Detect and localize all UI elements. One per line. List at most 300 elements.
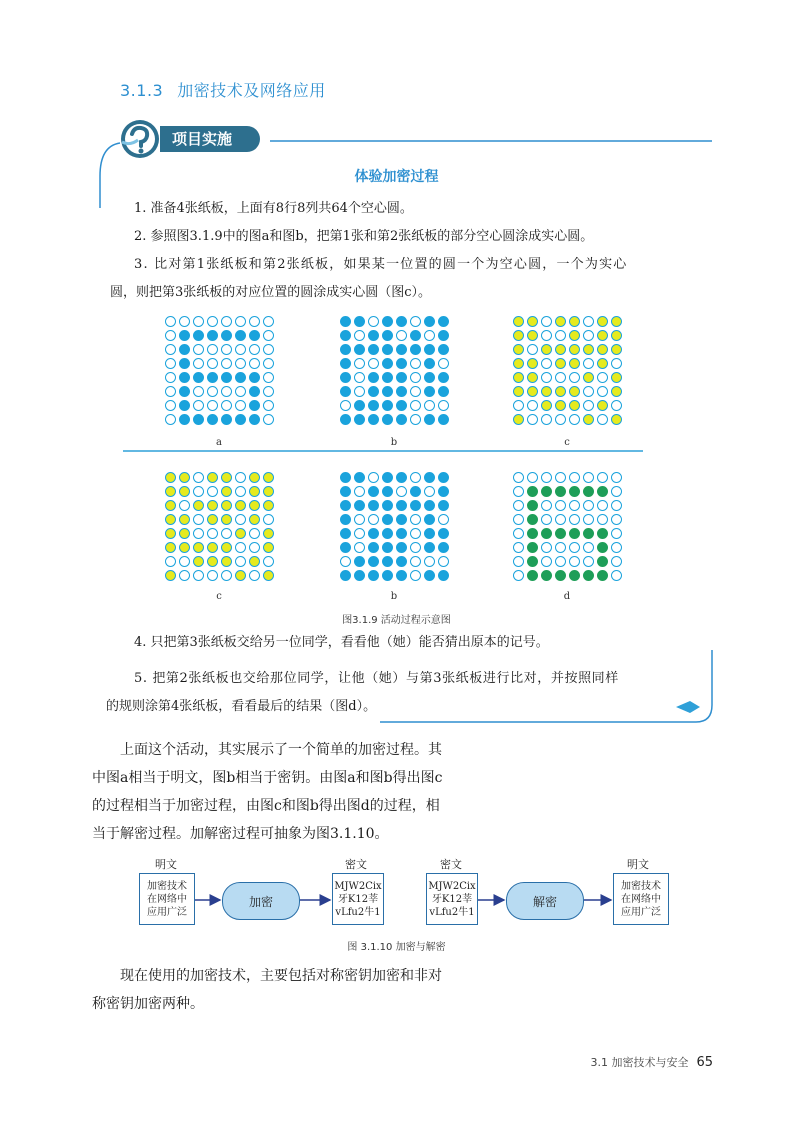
grid-dot: [410, 500, 421, 511]
grid-dot: [569, 514, 580, 525]
grid-dot: [368, 400, 379, 411]
grid-dot: [193, 514, 204, 525]
grid-dot: [165, 472, 176, 483]
grid-dot: [597, 386, 608, 397]
grid-dot: [179, 542, 190, 553]
grid-dot: [541, 514, 552, 525]
grid-dot: [396, 400, 407, 411]
grid-dot: [396, 330, 407, 341]
grid-dot: [424, 500, 435, 511]
grid-dot: [165, 386, 176, 397]
grid-dot: [382, 358, 393, 369]
grid-dot: [207, 472, 218, 483]
grid-dot: [221, 528, 232, 539]
grid-dot: [207, 528, 218, 539]
grid-dot: [513, 542, 524, 553]
grid-dot: [513, 514, 524, 525]
grid-dot: [541, 358, 552, 369]
grid-dot: [513, 500, 524, 511]
grid-dot: [569, 556, 580, 567]
grid-dot: [597, 358, 608, 369]
grid-dot: [424, 570, 435, 581]
grid-dot: [541, 316, 552, 327]
grid-dot: [249, 514, 260, 525]
grid-dot: [597, 570, 608, 581]
grid-dot: [410, 358, 421, 369]
grid-dot: [555, 414, 566, 425]
grid-dot: [193, 556, 204, 567]
grid-dot: [583, 358, 594, 369]
grid-dot: [396, 472, 407, 483]
grid-dot: [527, 542, 538, 553]
grid-dot: [597, 500, 608, 511]
grid-dot: [569, 472, 580, 483]
grid-dot: [583, 486, 594, 497]
grid-dot: [611, 372, 622, 383]
grid-dot: [541, 500, 552, 511]
step-2: 2. 参照图3.1.9中的图a和图b，把第1张和第2张纸板的部分空心圆涂成实心圆。: [134, 229, 594, 244]
grid-dot: [597, 528, 608, 539]
section-title: 加密技术及网络应用: [177, 81, 326, 100]
grid-dot: [555, 528, 566, 539]
grid-dot: [368, 542, 379, 553]
ciphertext-box-left: MJW2Cix 牙K12莘 vLfu2牛1: [332, 873, 384, 925]
grid-dot: [611, 400, 622, 411]
grid-dot: [221, 514, 232, 525]
grid-dot: [354, 386, 365, 397]
grid-dot: [555, 386, 566, 397]
grid-dot: [235, 542, 246, 553]
grid-dot: [263, 542, 274, 553]
grid-dot: [597, 542, 608, 553]
grid-dot: [513, 556, 524, 567]
grid-dot: [263, 472, 274, 483]
label-ciphertext-left: 密文: [345, 858, 367, 871]
grid-dot: [611, 358, 622, 369]
grid-dot: [221, 472, 232, 483]
grid-dot: [207, 372, 218, 383]
grid-dot: [569, 542, 580, 553]
grid-dot: [555, 400, 566, 411]
grid-dot: [368, 414, 379, 425]
label-plaintext-right: 明文: [627, 858, 649, 871]
grid-dot: [569, 486, 580, 497]
grid-dot: [249, 414, 260, 425]
grid-dot: [368, 528, 379, 539]
grid-dot: [193, 330, 204, 341]
grid-dot: [354, 486, 365, 497]
grid-dot: [193, 344, 204, 355]
grid-dot: [263, 330, 274, 341]
grid-dot: [382, 542, 393, 553]
grid-dot: [527, 570, 538, 581]
grid-dot: [569, 330, 580, 341]
grid-dot: [569, 372, 580, 383]
grid-dot: [410, 528, 421, 539]
grid-dot: [583, 542, 594, 553]
grid-dot: [382, 500, 393, 511]
grid-dot: [611, 344, 622, 355]
grid-dot: [354, 528, 365, 539]
implementation-tag: 项目实施: [160, 126, 260, 152]
grid-dot: [179, 556, 190, 567]
grid-dot: [165, 570, 176, 581]
grid-dot: [249, 486, 260, 497]
grid-dot: [555, 514, 566, 525]
grid-b-bottom: [338, 470, 450, 582]
grid-dot: [221, 330, 232, 341]
grid-dot: [165, 528, 176, 539]
step-3: 3. 比对第1张纸板和第2张纸板，如果某一位置的圆一个为空心圆，一个为实心: [134, 257, 628, 272]
grid-dot: [354, 372, 365, 383]
grid-dot: [611, 330, 622, 341]
grid-dot: [249, 528, 260, 539]
grid-dot: [541, 486, 552, 497]
grid-dot: [541, 570, 552, 581]
grid-dot: [410, 330, 421, 341]
grid-dot: [424, 556, 435, 567]
grid-dot: [382, 344, 393, 355]
grid-dot: [263, 344, 274, 355]
encrypt-process: 加密: [222, 882, 300, 920]
grid-dot: [179, 358, 190, 369]
grid-dot: [597, 330, 608, 341]
grid-dot: [555, 358, 566, 369]
grid-dot: [165, 344, 176, 355]
grid-dot: [235, 330, 246, 341]
grid-dot: [555, 570, 566, 581]
grid-c-top: [511, 314, 623, 426]
step-5: 5. 把第2张纸板也交给那位同学，让他（她）与第3张纸板进行比对，并按照同样: [134, 671, 619, 686]
grid-dot: [597, 472, 608, 483]
grid-dot: [340, 400, 351, 411]
grid-dot: [368, 556, 379, 567]
grid-dot: [541, 330, 552, 341]
grid-dot: [221, 570, 232, 581]
grid-dot: [438, 386, 449, 397]
grid-dot: [541, 528, 552, 539]
grid-dot: [513, 358, 524, 369]
grid-dot: [207, 344, 218, 355]
grid-dot: [249, 330, 260, 341]
grid-dot: [541, 344, 552, 355]
grid-dot: [410, 542, 421, 553]
grid-dot: [541, 542, 552, 553]
figure-319-caption: 图3.1.9 活动过程示意图: [342, 615, 451, 626]
grid-dot: [207, 542, 218, 553]
grid-dot: [263, 400, 274, 411]
grid-dot: [221, 344, 232, 355]
grid-dot: [179, 414, 190, 425]
grid-dot: [340, 542, 351, 553]
para1-line1: 上面这个活动，其实展示了一个简单的加密过程。其: [120, 742, 442, 758]
grid-dot: [555, 556, 566, 567]
grid-dot: [340, 386, 351, 397]
grid-dot: [410, 372, 421, 383]
grid-dot: [221, 486, 232, 497]
grid-dot: [569, 528, 580, 539]
grid-dot: [193, 358, 204, 369]
label-b-top: b: [390, 437, 398, 448]
grid-dot: [340, 472, 351, 483]
grid-dot: [179, 386, 190, 397]
grid-dot: [513, 344, 524, 355]
grid-c-bottom: [163, 470, 275, 582]
grid-dot: [438, 514, 449, 525]
footer-section: 3.1 加密技术与安全: [590, 1056, 689, 1069]
grid-dot: [249, 500, 260, 511]
grid-dot: [179, 528, 190, 539]
grid-dot: [527, 414, 538, 425]
label-c-bottom: c: [216, 591, 222, 602]
grid-dot: [569, 358, 580, 369]
grid-dot: [424, 514, 435, 525]
grid-dot: [354, 570, 365, 581]
grid-dot: [438, 400, 449, 411]
grid-dot: [354, 514, 365, 525]
grid-dot: [263, 372, 274, 383]
grid-dot: [396, 514, 407, 525]
grid-dot: [207, 486, 218, 497]
grid-dot: [235, 472, 246, 483]
grid-dot: [438, 316, 449, 327]
grid-dot: [340, 372, 351, 383]
grid-dot: [410, 316, 421, 327]
grid-dot: [340, 358, 351, 369]
grid-dot: [235, 316, 246, 327]
grid-dot: [263, 316, 274, 327]
grid-dot: [541, 414, 552, 425]
grid-dot: [263, 358, 274, 369]
grid-dot: [263, 414, 274, 425]
grid-dot: [235, 570, 246, 581]
grid-dot: [513, 330, 524, 341]
grid-dot: [382, 400, 393, 411]
grid-dot: [541, 400, 552, 411]
grid-dot: [235, 386, 246, 397]
grid-dot: [583, 386, 594, 397]
step-3-cont: 圆，则把第3张纸板的对应位置的圆涂成实心圆（图c）。: [110, 285, 432, 300]
grid-dot: [165, 514, 176, 525]
para2-line1: 现在使用的加密技术，主要包括对称密钥加密和非对: [120, 968, 442, 984]
grid-dot: [235, 414, 246, 425]
grid-dot: [221, 386, 232, 397]
grid-dot: [513, 486, 524, 497]
grid-dot: [165, 414, 176, 425]
grid-dot: [438, 330, 449, 341]
grid-dot: [396, 542, 407, 553]
grid-dot: [611, 528, 622, 539]
grid-dot: [193, 414, 204, 425]
grid-dot: [207, 316, 218, 327]
grid-dot: [340, 556, 351, 567]
activity-title: 体验加密过程: [354, 169, 439, 185]
grid-dot: [513, 528, 524, 539]
grid-dot: [368, 386, 379, 397]
grid-dot: [527, 556, 538, 567]
grid-dot: [179, 486, 190, 497]
grid-dot: [527, 386, 538, 397]
label-plaintext-left: 明文: [155, 858, 177, 871]
grid-dot: [438, 542, 449, 553]
grid-dot: [165, 400, 176, 411]
grid-dot: [249, 556, 260, 567]
label-d: d: [563, 591, 571, 602]
grid-dot: [424, 414, 435, 425]
grid-dot: [179, 316, 190, 327]
grid-dot: [193, 486, 204, 497]
grid-dot: [368, 472, 379, 483]
grid-dot: [193, 372, 204, 383]
grid-dot: [611, 556, 622, 567]
grid-dot: [249, 358, 260, 369]
grid-dot: [354, 358, 365, 369]
grid-dot: [424, 400, 435, 411]
grid-dot: [382, 556, 393, 567]
grid-dot: [207, 556, 218, 567]
grid-dot: [221, 372, 232, 383]
grid-dot: [368, 316, 379, 327]
grid-dot: [179, 472, 190, 483]
grid-dot: [569, 344, 580, 355]
grid-dot: [179, 400, 190, 411]
grid-dot: [438, 414, 449, 425]
grid-dot: [263, 486, 274, 497]
grid-dot: [597, 414, 608, 425]
grid-dot: [611, 542, 622, 553]
grid-dot: [555, 344, 566, 355]
grid-a-top: [163, 314, 275, 426]
grid-dot: [354, 344, 365, 355]
grid-dot: [235, 344, 246, 355]
grid-dot: [396, 556, 407, 567]
grid-dot: [382, 486, 393, 497]
grid-dot: [235, 514, 246, 525]
grid-dot: [513, 386, 524, 397]
grid-dot: [527, 316, 538, 327]
grid-dot: [221, 556, 232, 567]
grid-dot: [527, 344, 538, 355]
grid-dot: [340, 528, 351, 539]
grid-dot: [263, 500, 274, 511]
grid-dot: [340, 330, 351, 341]
grid-dot: [611, 486, 622, 497]
grid-dot: [396, 500, 407, 511]
para1-line3: 的过程相当于加密过程，由图c和图b得出图d的过程，相: [92, 798, 440, 814]
grid-dot: [235, 400, 246, 411]
grid-dot: [396, 486, 407, 497]
grid-dot: [396, 386, 407, 397]
grid-dot: [597, 344, 608, 355]
puzzle-head-icon: [118, 118, 160, 160]
grid-dot: [165, 358, 176, 369]
grid-dot: [221, 542, 232, 553]
grid-dot: [263, 386, 274, 397]
grid-dot: [193, 528, 204, 539]
grid-dot: [583, 316, 594, 327]
grid-dot: [569, 414, 580, 425]
grid-dot: [555, 472, 566, 483]
grid-dot: [438, 528, 449, 539]
grid-dot: [527, 528, 538, 539]
grid-dot: [368, 372, 379, 383]
grid-dot: [340, 344, 351, 355]
grid-dot: [382, 514, 393, 525]
grid-dot: [382, 414, 393, 425]
grid-dot: [235, 372, 246, 383]
grid-dot: [340, 316, 351, 327]
grid-dot: [513, 472, 524, 483]
grid-dot: [597, 316, 608, 327]
grid-dot: [583, 514, 594, 525]
grid-dot: [611, 414, 622, 425]
grid-dot: [583, 372, 594, 383]
grid-dot: [597, 556, 608, 567]
grid-dot: [541, 372, 552, 383]
label-b-bottom: b: [390, 591, 398, 602]
grid-dot: [583, 330, 594, 341]
grid-dot: [165, 542, 176, 553]
grid-dot: [410, 486, 421, 497]
grid-dot: [179, 330, 190, 341]
grid-dot: [382, 472, 393, 483]
grid-dot: [583, 344, 594, 355]
grid-dot: [382, 528, 393, 539]
grid-dot: [410, 514, 421, 525]
grid-dot: [263, 570, 274, 581]
step-4: 4. 只把第3张纸板交给另一位同学，看看他（她）能否猜出原本的记号。: [134, 635, 549, 650]
grid-dot: [340, 414, 351, 425]
grid-dot: [424, 330, 435, 341]
grid-dot: [541, 472, 552, 483]
grid-dot: [569, 400, 580, 411]
step-5-cont: 的规则涂第4张纸板，看看最后的结果（图d）。: [106, 699, 377, 714]
grid-dot: [541, 386, 552, 397]
grid-dot: [193, 472, 204, 483]
grid-dot: [249, 372, 260, 383]
grid-dot: [555, 486, 566, 497]
grid-dot: [611, 514, 622, 525]
grid-dot: [555, 542, 566, 553]
grid-dot: [368, 570, 379, 581]
grid-dot: [410, 472, 421, 483]
grid-dot: [583, 500, 594, 511]
page-footer: [590, 1054, 713, 1070]
grid-dot: [221, 316, 232, 327]
label-a: a: [216, 437, 222, 448]
grid-dot: [569, 570, 580, 581]
grid-dot: [165, 556, 176, 567]
grid-dot: [354, 400, 365, 411]
grid-dot: [597, 400, 608, 411]
grid-dot: [583, 472, 594, 483]
grid-dot: [527, 514, 538, 525]
grid-dot: [249, 570, 260, 581]
grid-dot: [583, 414, 594, 425]
grid-dot: [583, 570, 594, 581]
grid-dot: [555, 330, 566, 341]
grid-dot: [235, 486, 246, 497]
grid-dot: [396, 344, 407, 355]
grid-dot: [611, 316, 622, 327]
grid-dot: [207, 514, 218, 525]
grid-dot: [249, 316, 260, 327]
grid-dot: [340, 486, 351, 497]
section-heading: [120, 78, 326, 101]
grid-dot: [410, 386, 421, 397]
grid-dot: [249, 542, 260, 553]
grid-dot: [207, 500, 218, 511]
